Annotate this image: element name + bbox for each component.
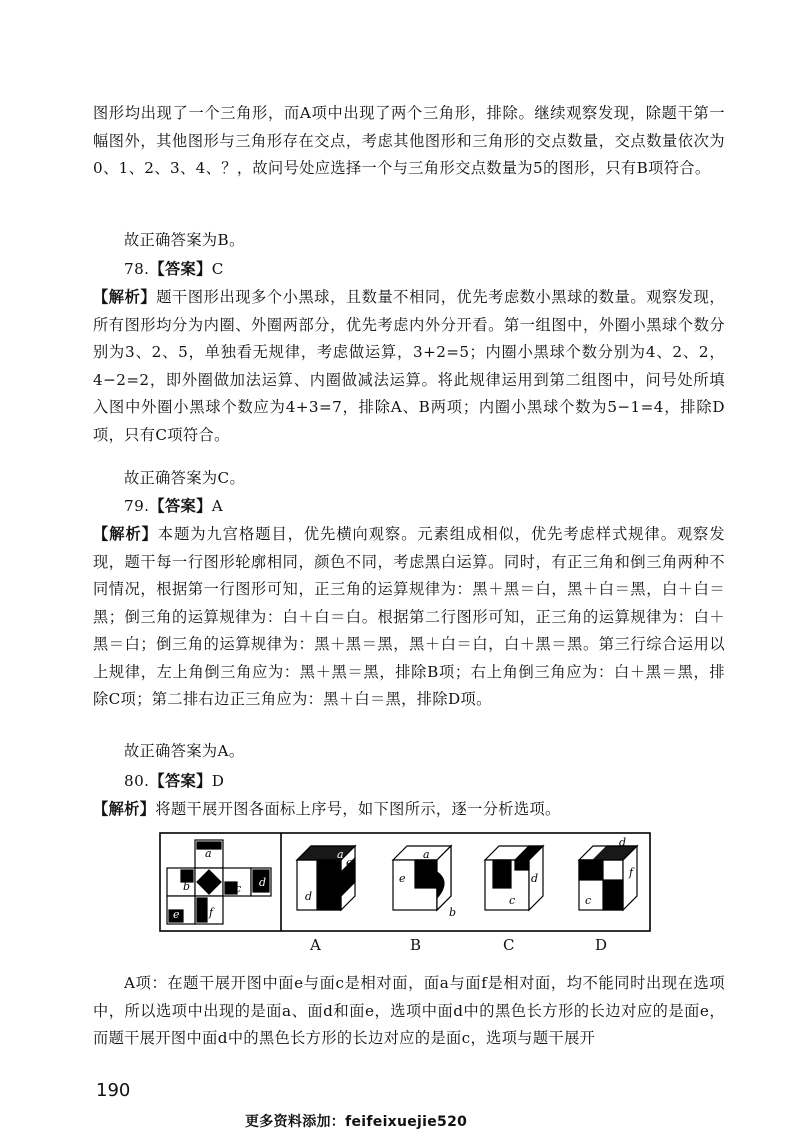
net-face-d: d bbox=[259, 876, 267, 889]
cube-c-face-c: c bbox=[509, 894, 516, 907]
q80-answer-line bbox=[124, 768, 224, 796]
q77-conclusion: 故正确答案为B。 bbox=[124, 231, 245, 249]
q80-analysis-tag: 【解析】 bbox=[93, 800, 156, 818]
q78-analysis-tag: 【解析】 bbox=[93, 288, 157, 306]
q78-analysis-text: 题干图形出现多个小黑球，且数量不相同，优先考虑数小黑球的数量。观察发现，所有图形均分为内圈、外圈两部分，优先考虑内外分开看。第一组图中，外圈小黑球个数分别为3、2、5，单独看无规律，考虑做运算，3+2=5；内圈小黑球个数分别为4、2、2，4−2=2，即外圈做加法运算、内圈做减法运算。将此规律运用到第二组图中，问号处所填入图中外圈小黑球个数应为4+3=7，排除A、B两项；内圈小黑球个数为5−1=4，排除D项，只有C项符合。 bbox=[93, 288, 725, 444]
option-label-a: A bbox=[310, 936, 321, 954]
q80-option-a-analysis: A项：在题干展开图中面e与面c是相对面，面a与面f是相对面，均不能同时出现在选项中，所以选项中出现的是面a、面d和面e，选项中面d中的黑色长方形的长边对应的是面e，而题干展开图中面d中的黑色长方形的长边对应的是面c，选项与题干展开 bbox=[93, 974, 725, 1047]
q80-analysis bbox=[93, 796, 561, 824]
option-label-d: D bbox=[595, 936, 608, 954]
net-face-e: e bbox=[173, 908, 180, 921]
cube-d-face-c: c bbox=[585, 894, 592, 907]
cube-c-face-d: d bbox=[531, 872, 539, 885]
net-face-a: a bbox=[205, 847, 212, 860]
net-face-c: c bbox=[235, 882, 242, 895]
cube-a-face-a: a bbox=[337, 848, 344, 861]
cube-net-figure bbox=[159, 832, 651, 932]
net-face-f: f bbox=[209, 906, 214, 919]
q80-analysis-text: 将题干展开图各面标上序号，如下图所示，逐一分析选项。 bbox=[155, 800, 561, 818]
cube-b-face-e: e bbox=[399, 872, 406, 885]
q79-analysis-text: 本题为九宫格题目，优先横向观察。元素组成相似，优先考虑样式规律。观察发现，题干每一行图形轮廓相同，颜色不同，考虑黑白运算。同时，有正三角和倒三角两种不同情况，根据第一行图形可知，正三角的运算规律为：黑＋黑＝白，黑＋白＝黑，白＋白＝黑；倒三角的运算规律为：白＋白＝白。根据第二行图形可知，正三角的运算规律为：白＋黑＝白；倒三角的运算规律为：黑＋黑＝黑，黑＋白＝白，白＋黑＝黑。第三行综合运用以上规律，左上角倒三角应为：黑＋黑＝黑，排除B项；右上角倒三角应为：白＋黑＝黑，排除C项；第二排右边正三角应为：黑＋白＝黑，排除D项。 bbox=[93, 525, 725, 708]
q78-conclusion: 故正确答案为C。 bbox=[124, 469, 246, 487]
option-label-c: C bbox=[503, 936, 515, 954]
q78-answer-line bbox=[124, 256, 224, 284]
q80-number: 80. bbox=[124, 772, 150, 790]
q79-answer-tag: 【答案】 bbox=[149, 497, 212, 515]
q79-analysis-tag: 【解析】 bbox=[93, 525, 158, 543]
q79-answer: A bbox=[211, 497, 224, 515]
q78-answer: C bbox=[211, 260, 224, 278]
q80-answer-tag: 【答案】 bbox=[149, 772, 212, 790]
q79-analysis bbox=[93, 521, 725, 714]
cube-a-face-d: d bbox=[305, 890, 313, 903]
q79-number: 79. bbox=[124, 497, 150, 515]
q78-answer-tag: 【答案】 bbox=[149, 260, 212, 278]
footer-note: 更多资料添加：feifeixuejie520 bbox=[245, 1114, 468, 1130]
q79-conclusion: 故正确答案为A。 bbox=[124, 742, 245, 760]
option-label-b: B bbox=[410, 936, 422, 954]
q80-answer: D bbox=[211, 772, 225, 790]
cube-d-face-d: d bbox=[619, 836, 627, 849]
cube-b-face-b: b bbox=[449, 906, 457, 919]
q77-continuation: 图形均出现了一个三角形，而A项中出现了两个三角形，排除。继续观察发现，除题干第一幅图外，其他图形与三角形存在交点，考虑其他图形和三角形的交点数量，交点数量依次为0、1、2、3、4、？，故问号处应选择一个与三角形交点数量为5的图形，只有B项符合。 bbox=[93, 104, 725, 177]
q78-analysis bbox=[93, 284, 725, 449]
cube-b-face-a: a bbox=[423, 848, 430, 861]
q79-answer-line bbox=[124, 493, 223, 521]
net-face-b: b bbox=[183, 880, 191, 893]
cube-d-face-f: f bbox=[629, 866, 634, 879]
cube-a-face-e: e bbox=[346, 856, 353, 869]
q78-number: 78. bbox=[124, 260, 150, 278]
page-number: 190 bbox=[96, 1080, 131, 1101]
